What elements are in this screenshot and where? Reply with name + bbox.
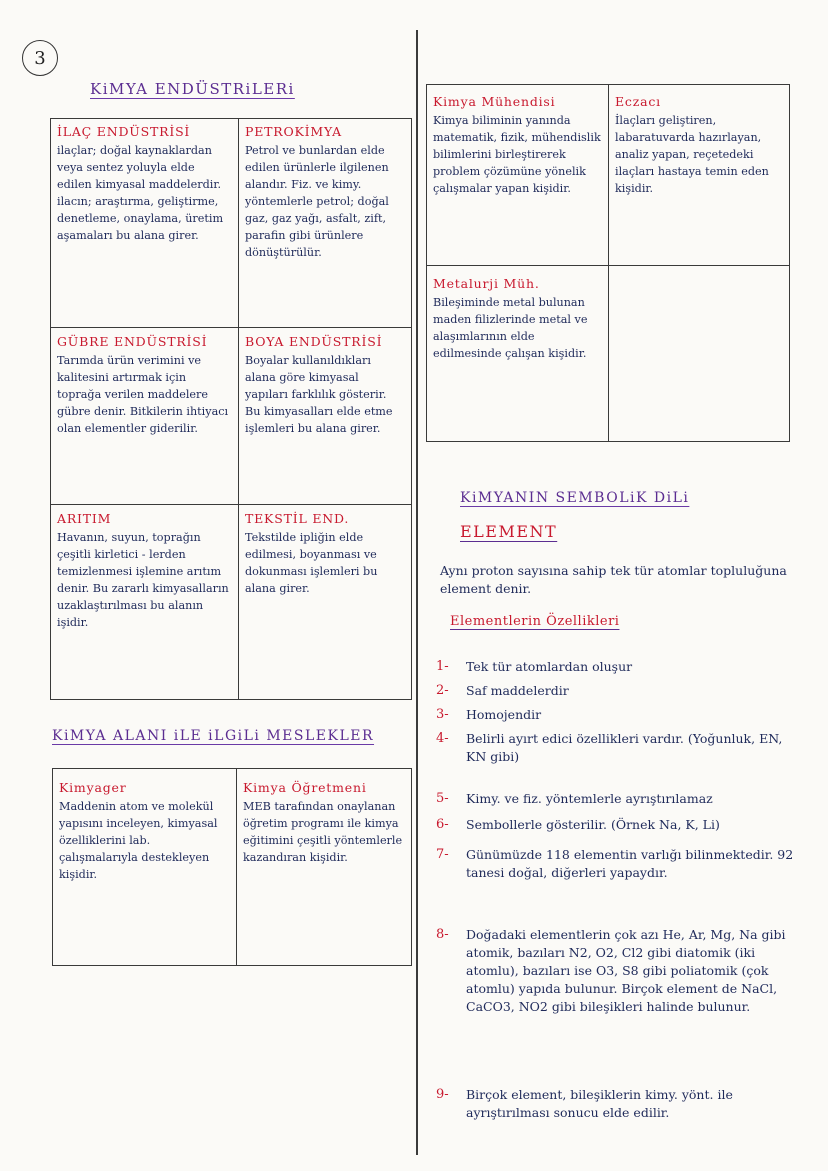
industry-title: İLAÇ ENDÜSTRİSİ (57, 124, 191, 139)
profession-body: MEB tarafından onaylanan öğretim programı ile kimya eğitimini çeşitli yöntemlerle kazandıran kişidir. (243, 800, 403, 864)
industry-body: Petrol ve bunlardan elde edilen ürünlerle ilgilenen alandır. Fiz. ve kimy. yöntemlerle petrol; doğal gaz, gaz yağı, asfalt, zift, parafin gibi ürünlere dönüştürülür. (245, 144, 389, 259)
profession-title: Kimyager (59, 780, 127, 795)
professions-table-left (52, 768, 412, 966)
property-number: 8- (436, 927, 449, 942)
property-text: Birçok element, bileşiklerin kimy. yönt. ile ayrıştırılması sonucu elde edilir. (466, 1087, 733, 1120)
element-heading: ELEMENT (460, 522, 558, 541)
profession-cell (427, 271, 608, 439)
property-text: Tek tür atomlardan oluşur (466, 659, 633, 674)
profession-body: İlaçları geliştiren, labaratuvarda hazırlayan, analiz yapan, reçetedeki ilaçları hastaya temin eden kişidir. (615, 114, 769, 195)
industries-table (50, 118, 412, 700)
industry-body: Tarımda ürün verimini ve kalitesini artırmak için toprağa verilen maddelere gübre denir. Bitkilerin ihtiyacı olan elementler giderilir. (57, 354, 229, 435)
profession-body: Bileşiminde metal bulunan maden filizlerinde metal ve alaşımlarının elde edilmesinde çalışan kişidir. (433, 296, 588, 360)
industry-title: GÜBRE ENDÜSTRİSİ (57, 334, 208, 349)
profession-body: Maddenin atom ve molekül yapısını inceleyen, kimyasal özelliklerini lab. çalışmalarıyla destekleyen kişidir. (59, 800, 218, 881)
property-text: Günümüzde 118 elementin varlığı bilinmektedir. 92 tanesi doğal, diğerleri yapaydır. (466, 847, 794, 880)
industry-body: Tekstilde ipliğin elde edilmesi, boyanması ve dokunması işlemleri bu alana girer. (245, 531, 378, 595)
industry-title: TEKSTİL END. (245, 511, 350, 526)
profession-body: Kimya biliminin yanında matematik, fizik, mühendislik bilimlerini birleştirerek problem çözümüne yönelik çalışmalar yapan kişidir. (433, 114, 601, 195)
property-number: 6- (436, 817, 449, 832)
industry-cell (239, 506, 411, 699)
element-definition: Aynı proton sayısına sahip tek tür atomlar topluluğuna element denir. (440, 563, 787, 596)
property-item (436, 682, 806, 700)
property-item (436, 706, 806, 724)
divider (51, 327, 411, 328)
industries-heading: KiMYA ENDÜSTRiLERi (90, 80, 295, 98)
industry-cell (239, 329, 411, 504)
property-text: Saf maddelerdir (466, 683, 569, 698)
symbolic-heading: KiMYANIN SEMBOLiK DiLi (460, 490, 690, 506)
property-item (436, 730, 806, 766)
property-number: 9- (436, 1087, 449, 1102)
divider (427, 265, 789, 266)
property-item (436, 816, 806, 834)
property-item (436, 790, 806, 808)
professions-heading: KiMYA ALANI iLE iLGiLi MESLEKLER (52, 728, 375, 744)
industry-body: Havanın, suyun, toprağın çeşitli kirletici - lerden temizlenmesi işlemine arıtım denir. Bu zararlı kimyasalların uzaklaştırılması bu alanın işidir. (57, 531, 229, 629)
profession-title: Kimya Mühendisi (433, 94, 556, 109)
professions-table-right (426, 84, 790, 442)
property-item (436, 926, 806, 1016)
profession-cell (427, 89, 608, 265)
industry-title: PETROKİMYA (245, 124, 342, 139)
property-number: 4- (436, 731, 449, 746)
industry-body: Boyalar kullanıldıkları alana göre kimyasal yapıları farklılık gösterir. Bu kimyasalları elde etme işlemleri bu alana girer. (245, 354, 393, 435)
property-item (436, 658, 806, 676)
industry-cell (51, 506, 238, 699)
industry-title: BOYA ENDÜSTRİSİ (245, 334, 383, 349)
property-item (436, 846, 806, 882)
profession-cell (609, 89, 789, 265)
property-text: Sembollerle gösterilir. (Örnek Na, K, Li) (466, 817, 720, 832)
profession-title: Eczacı (615, 94, 661, 109)
industry-cell (51, 329, 238, 504)
property-number: 1- (436, 659, 449, 674)
industry-title: ARITIM (57, 511, 112, 526)
industry-cell (239, 119, 411, 327)
property-text: Kimy. ve fiz. yöntemlerle ayrıştırılamaz (466, 791, 713, 806)
divider (51, 504, 411, 505)
property-number: 7- (436, 847, 449, 862)
property-text: Belirli ayırt edici özellikleri vardır. (Yoğunluk, EN, KN gibi) (466, 731, 783, 764)
profession-cell (237, 775, 411, 963)
property-item (436, 1086, 806, 1122)
property-number: 3- (436, 707, 449, 722)
industry-cell (51, 119, 238, 327)
properties-heading: Elementlerin Özellikleri (450, 614, 620, 629)
property-number: 5- (436, 791, 449, 806)
profession-title: Kimya Öğretmeni (243, 780, 367, 795)
center-divider (416, 30, 418, 1155)
property-text: Doğadaki elementlerin çok azı He, Ar, Mg, Na gibi atomik, bazıları N2, O2, Cl2 gibi diatomik (iki atomlu), bazıları ise O3, S8 gibi poliatomik (çok atomlu) yapıda bulunur. Birçok element de NaCl, CaCO3, NO2 gibi bileşikleri halinde bulunur. (466, 927, 786, 1014)
profession-cell (53, 775, 236, 963)
page-number: 3 (22, 40, 58, 76)
profession-title: Metalurji Müh. (433, 276, 540, 291)
industry-body: ilaçlar; doğal kaynaklardan veya sentez yoluyla elde edilen kimyasal maddelerdir. ilacın; araştırma, geliştirme, denetleme, onaylama, üretim aşamaları bu alana girer. (57, 144, 224, 242)
property-number: 2- (436, 683, 449, 698)
property-text: Homojendir (466, 707, 542, 722)
